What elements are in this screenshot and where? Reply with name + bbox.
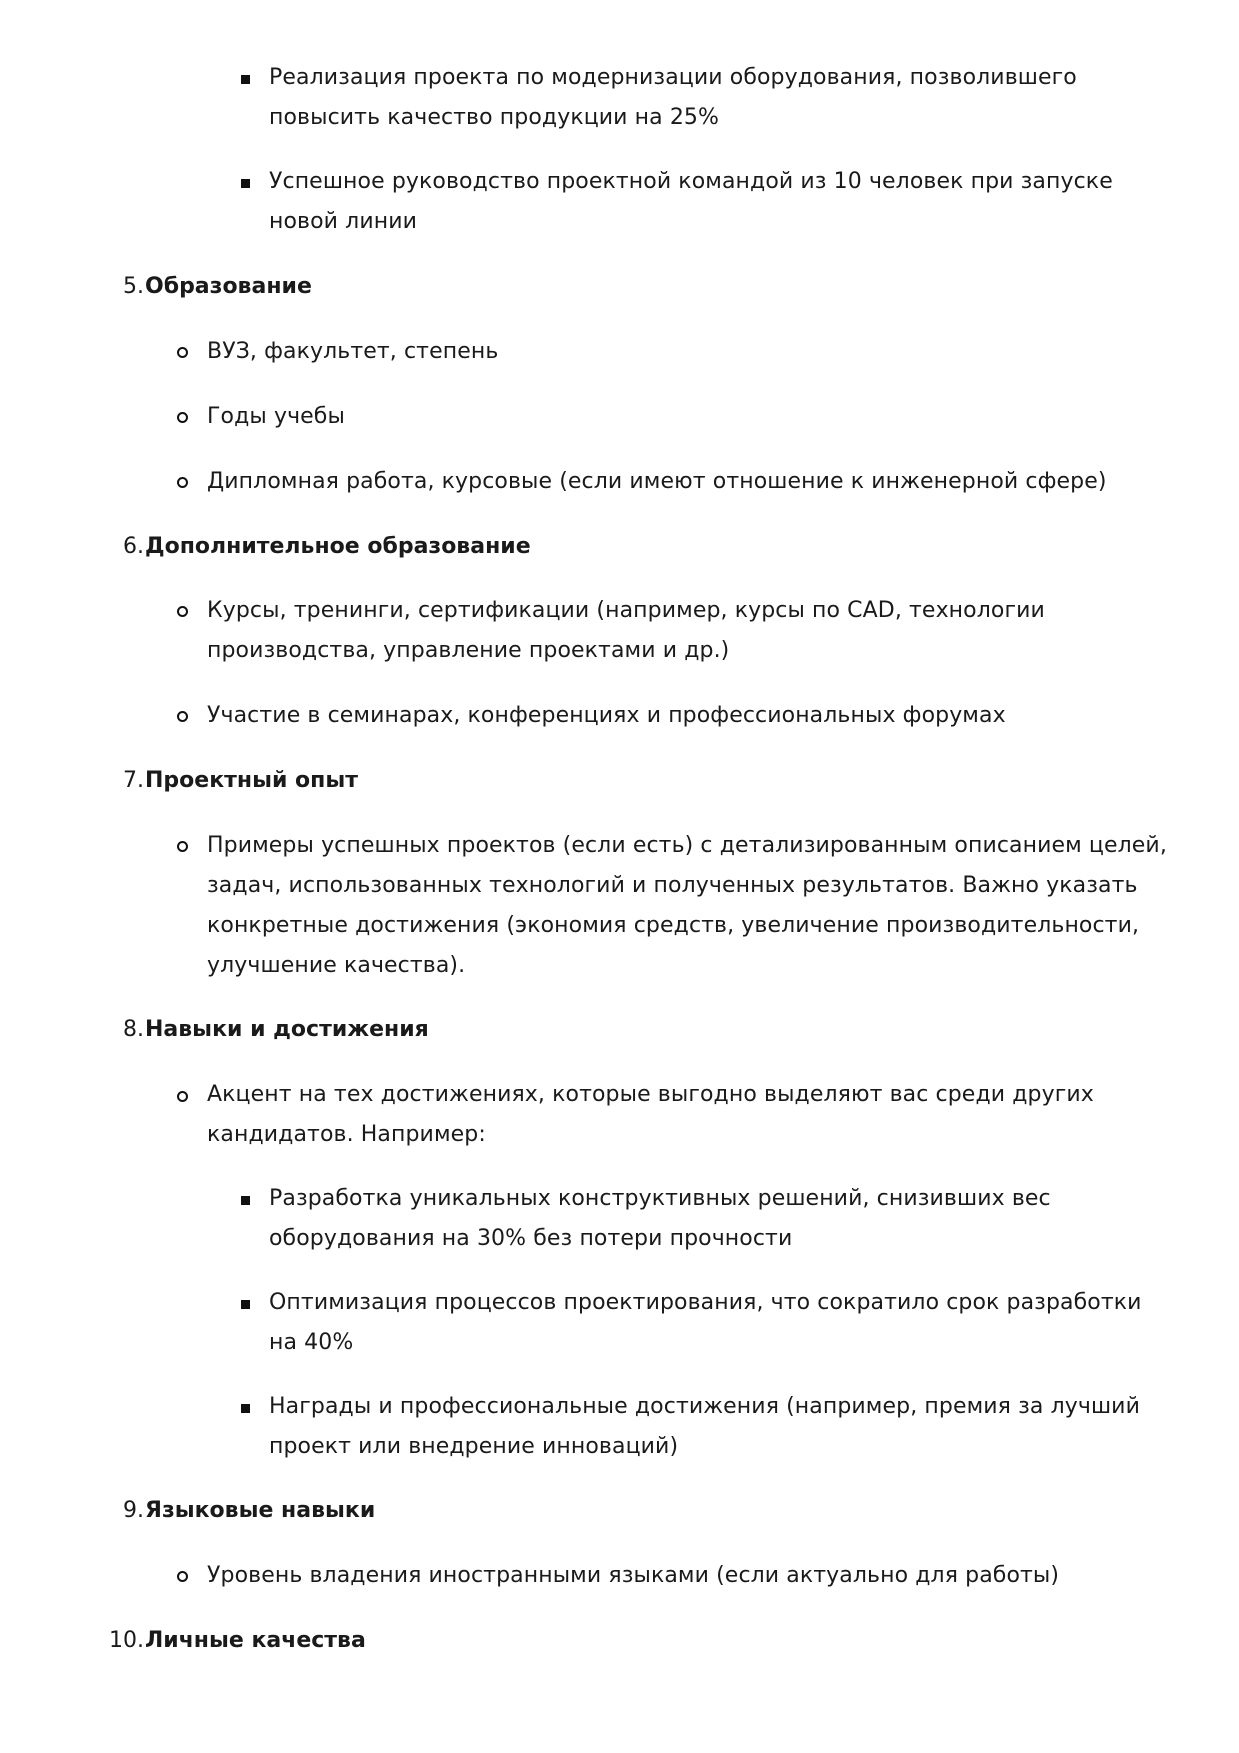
section-title: Проектный опыт — [145, 768, 359, 793]
section-title: Образование — [145, 274, 312, 299]
circle-bullet-icon — [177, 841, 188, 852]
list-item-line: Успешное руководство проектной командой из 10 человек при запуске — [269, 169, 1113, 194]
list-item-line: задач, использованных технологий и полученных результатов. Важно указать — [207, 873, 1138, 898]
square-bullet-icon — [241, 1196, 250, 1205]
list-item-line: Реализация проекта по модернизации оборудования, позволившего — [269, 65, 1077, 90]
list-item-line: оборудования на 30% без потери прочности — [269, 1226, 793, 1251]
section-number: 10. — [109, 1628, 144, 1653]
section-number: 9. — [123, 1498, 144, 1523]
list-item-line: Участие в семинарах, конференциях и профессиональных форумах — [207, 703, 1006, 728]
section-number: 8. — [123, 1017, 144, 1042]
section-number: 5. — [123, 274, 144, 299]
square-bullet-icon — [241, 179, 250, 188]
list-item-line: на 40% — [269, 1330, 354, 1355]
section-number: 6. — [123, 534, 144, 559]
list-item-line: Акцент на тех достижениях, которые выгодно выделяют вас среди других — [207, 1082, 1094, 1107]
circle-bullet-icon — [177, 477, 188, 488]
list-item-line: кандидатов. Например: — [207, 1122, 486, 1147]
section-title: Дополнительное образование — [145, 534, 531, 559]
list-item-line: Курсы, тренинги, сертификации (например, курсы по CAD, технологии — [207, 598, 1045, 623]
list-item-line: Примеры успешных проектов (если есть) с детализированным описанием целей, — [207, 833, 1167, 858]
list-item-line: Разработка уникальных конструктивных решений, снизивших вес — [269, 1186, 1051, 1211]
list-item-line: Дипломная работа, курсовые (если имеют отношение к инженерной сфере) — [207, 469, 1107, 494]
section-number: 7. — [123, 768, 144, 793]
square-bullet-icon — [241, 1404, 250, 1413]
list-item-line: Оптимизация процессов проектирования, что сократило срок разработки — [269, 1290, 1142, 1315]
square-bullet-icon — [241, 75, 250, 84]
section-title: Языковые навыки — [145, 1498, 376, 1523]
list-item-line: производства, управление проектами и др.) — [207, 638, 730, 663]
list-item-line: Годы учебы — [207, 404, 345, 429]
circle-bullet-icon — [177, 347, 188, 358]
circle-bullet-icon — [177, 412, 188, 423]
circle-bullet-icon — [177, 711, 188, 722]
list-item-line: ВУЗ, факультет, степень — [207, 339, 499, 364]
list-item-line: улучшение качества). — [207, 953, 466, 978]
list-item-line: Уровень владения иностранными языками (если актуально для работы) — [207, 1563, 1060, 1588]
circle-bullet-icon — [177, 1091, 188, 1102]
circle-bullet-icon — [177, 606, 188, 617]
list-item-line: новой линии — [269, 209, 417, 234]
list-item-line: конкретные достижения (экономия средств, увеличение производительности, — [207, 913, 1140, 938]
list-item-line: повысить качество продукции на 25% — [269, 105, 720, 130]
square-bullet-icon — [241, 1300, 250, 1309]
list-item-line: проект или внедрение инноваций) — [269, 1434, 679, 1459]
list-item-line: Награды и профессиональные достижения (например, премия за лучший — [269, 1394, 1140, 1419]
section-title: Личные качества — [145, 1628, 366, 1653]
circle-bullet-icon — [177, 1571, 188, 1582]
section-title: Навыки и достижения — [145, 1017, 429, 1042]
